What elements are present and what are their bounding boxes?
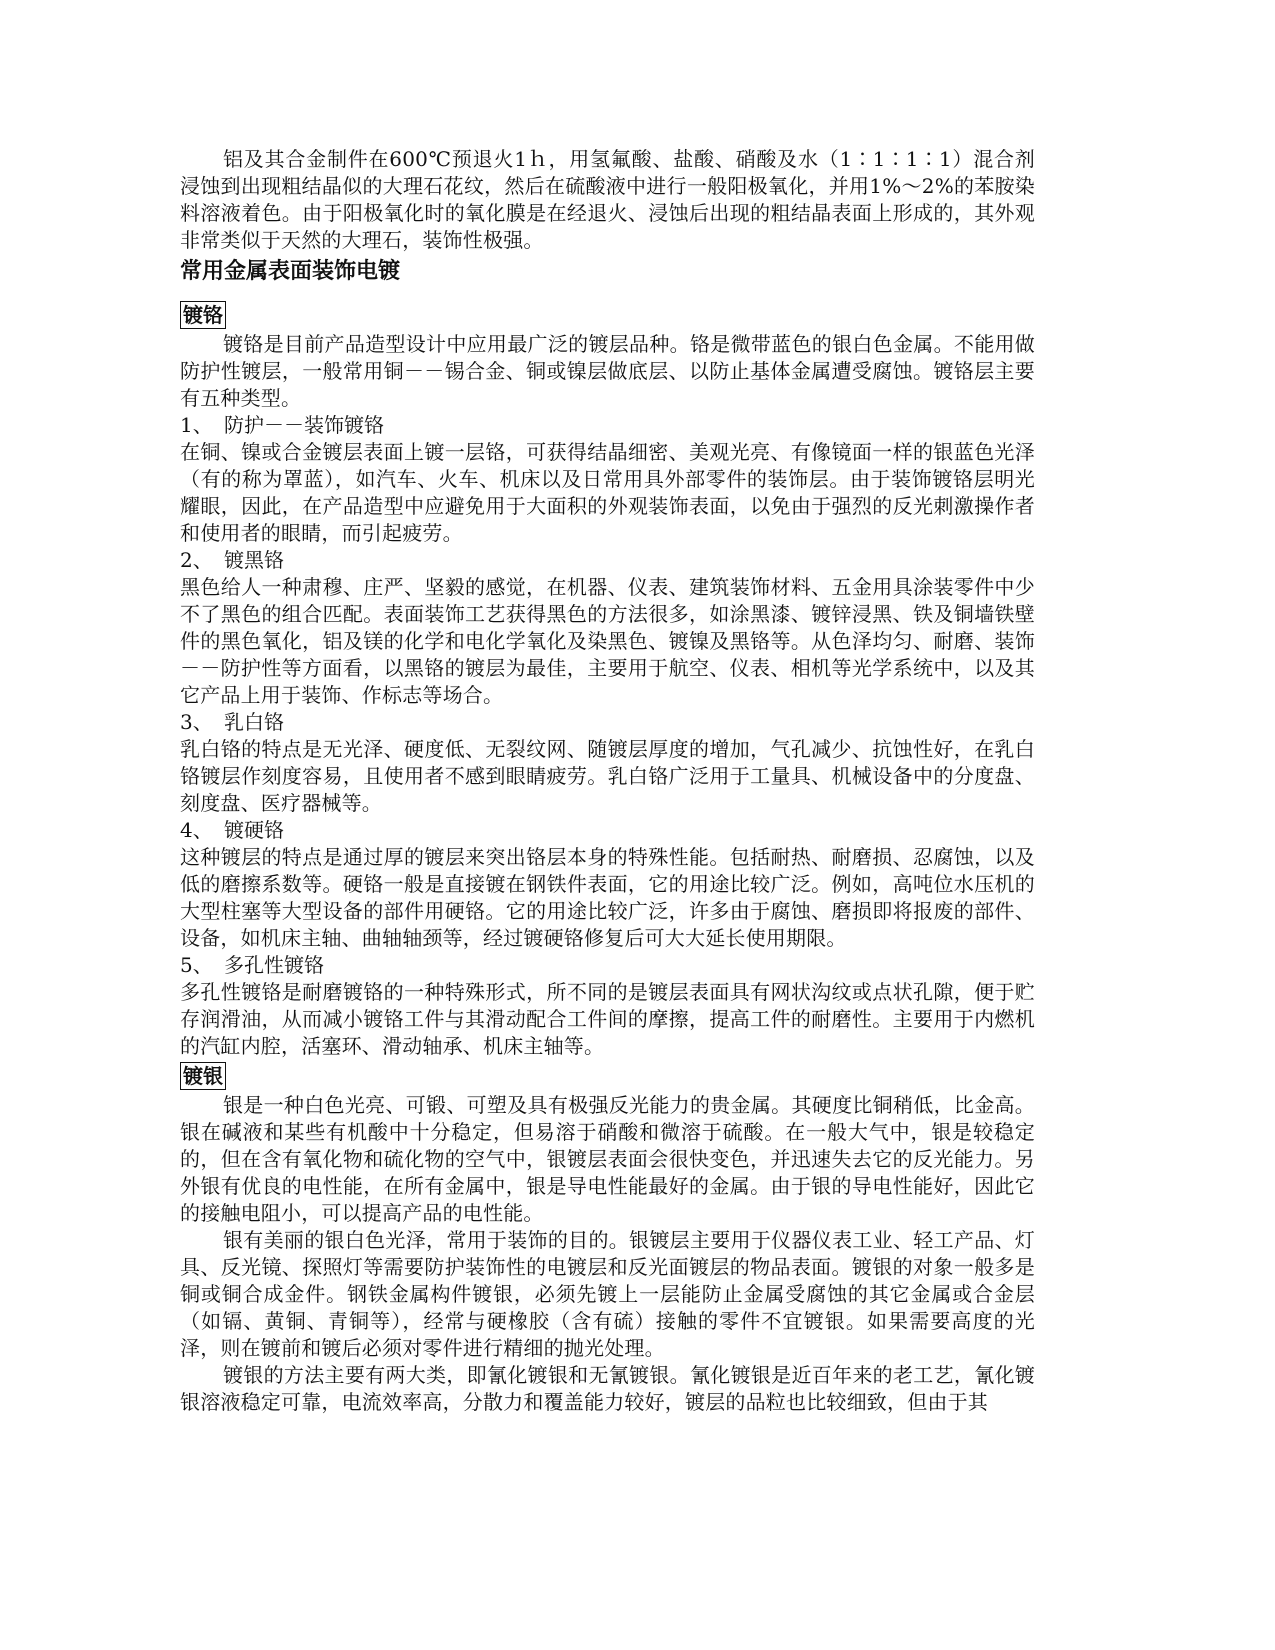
chrome-type-text: 黑色给人一种肃穆、庄严、坚毅的感觉，在机器、仪表、建筑装饰材料、五金用具涂装零件中少不了黑色的组合匹配。表面装饰工艺获得黑色的方法很多，如涂黑漆、镀锌浸黑、铁及铜墙铁壁件的黑色氧化，铝及镁的化学和电化学氧化及染黑色、镀镍及黑铬等。从色泽均匀、耐磨、装饰－－防护性等方面看，以黑铬的镀层为最佳，主要用于航空、仪表、相机等光学系统中，以及其它产品上用于装饰、作标志等场合。 [180, 575, 1035, 707]
item-number: 1、 [180, 413, 213, 437]
chrome-intro: 镀铬是目前产品造型设计中应用最广泛的镀层品种。铬是微带蓝色的银白色金属。不能用做防护性镀层，一般常用铜－－锡合金、铜或镍层做底层、以防止基体金属遭受腐蚀。镀铬层主要有五种类型。 [180, 332, 1035, 410]
silver-label-row [180, 1062, 1035, 1092]
silver-paragraph-3: 镀银的方法主要有两大类，即氰化镀银和无氰镀银。氰化镀银是近百年来的老工艺，氰化镀银溶液稳定可靠，电流效率高，分散力和覆盖能力较好，镀层的品粒也比较细致，但由于其 [180, 1363, 1035, 1414]
silver-label-box: 镀银 [180, 1062, 226, 1090]
chrome-type-3 [180, 709, 1035, 817]
chrome-label-box: 镀铬 [180, 301, 226, 329]
item-number: 3、 [180, 710, 213, 734]
chrome-type-heading [180, 709, 1035, 736]
item-title: 镀硬铬 [224, 818, 284, 842]
item-number: 5、 [180, 953, 213, 977]
chrome-type-4 [180, 817, 1035, 952]
chrome-type-5 [180, 952, 1035, 1060]
item-title: 多孔性镀铬 [224, 953, 324, 977]
item-number: 2、 [180, 548, 213, 572]
chrome-label-row [180, 301, 1035, 331]
intro-paragraph: 铝及其合金制件在600℃预退火1ｈ，用氢氟酸、盐酸、硝酸及水（1∶1∶1∶1）混合剂浸蚀到出现粗结晶似的大理石花纹，然后在硫酸液中进行一般阳极氧化，并用1%～2%的苯胺染料溶液着色。由于阳极氧化时的氧化膜是在经退火、浸蚀后出现的粗结晶表面上形成的，其外观非常类似于天然的大理石，装饰性极强。 [180, 147, 1035, 252]
item-title: 镀黑铬 [224, 548, 284, 572]
chrome-type-heading [180, 412, 1035, 439]
chrome-type-2 [180, 547, 1035, 709]
chrome-type-text: 这种镀层的特点是通过厚的镀层来突出铬层本身的特殊性能。包括耐热、耐磨损、忍腐蚀，以及低的磨擦系数等。硬铬一般是直接镀在钢铁件表面，它的用途比较广泛。例如，高吨位水压机的大型柱塞等大型设备的部件用硬铬。它的用途比较广泛，许多由于腐蚀、磨损即将报废的部件、设备，如机床主轴、曲轴轴颈等，经过镀硬铬修复后可大大延长使用期限。 [180, 845, 1035, 950]
chrome-type-heading [180, 952, 1035, 979]
section-title: 常用金属表面装饰电镀 [180, 259, 401, 284]
silver-paragraph-1: 银是一种白色光亮、可锻、可塑及具有极强反光能力的贵金属。其硬度比铜稍低，比金高。银在碱液和某些有机酸中十分稳定，但易溶于硝酸和微溶于硫酸。在一般大气中，银是较稳定的，但在含有氧化物和硫化物的空气中，银镀层表面会很快变色，并迅速失去它的反光能力。另外银有优良的电性能，在所有金属中，银是导电性能最好的金属。由于银的导电性能好，因此它的接触电阻小，可以提高产品的电性能。 [180, 1093, 1035, 1225]
item-number: 4、 [180, 818, 213, 842]
chrome-type-text: 乳白铬的特点是无光泽、硬度低、无裂纹网、随镀层厚度的增加，气孔减少、抗蚀性好，在乳白铬镀层作刻度容易，且使用者不感到眼睛疲劳。乳白铬广泛用于工量具、机械设备中的分度盘、刻度盘、医疗器械等。 [180, 737, 1035, 815]
item-title: 防护－－装饰镀铬 [224, 413, 384, 437]
document-page [180, 146, 1035, 1416]
chrome-type-1 [180, 412, 1035, 547]
chrome-type-heading [180, 817, 1035, 844]
item-title: 乳白铬 [224, 710, 284, 734]
chrome-type-text: 在铜、镍或合金镀层表面上镀一层铬，可获得结晶细密、美观光亮、有像镜面一样的银蓝色光泽（有的称为罩蓝），如汽车、火车、机床以及日常用具外部零件的装饰层。由于装饰镀铬层明光耀眼，因此，在产品造型中应避免用于大面积的外观装饰表面，以免由于强烈的反光刺激操作者和使用者的眼睛，而引起疲劳。 [180, 440, 1035, 545]
silver-paragraph-2: 银有美丽的银白色光泽，常用于装饰的目的。银镀层主要用于仪器仪表工业、轻工产品、灯具、反光镜、探照灯等需要防护装饰性的电镀层和反光面镀层的物品表面。镀银的对象一般多是铜或铜合成金件。钢铁金属构件镀银，必须先镀上一层能防止金属受腐蚀的其它金属或合金层（如镉、黄铜、青铜等），经常与硬橡胶（含有硫）接触的零件不宜镀银。如果需要高度的光泽，则在镀前和镀后必须对零件进行精细的抛光处理。 [180, 1228, 1035, 1360]
chrome-type-text: 多孔性镀铬是耐磨镀铬的一种特殊形式，所不同的是镀层表面具有网状沟纹或点状孔隙，便于贮存润滑油，从而减小镀铬工件与其滑动配合工件间的摩擦，提高工件的耐磨性。主要用于内燃机的汽缸内腔，活塞环、滑动轴承、机床主轴等。 [180, 980, 1035, 1058]
chrome-type-heading [180, 547, 1035, 574]
